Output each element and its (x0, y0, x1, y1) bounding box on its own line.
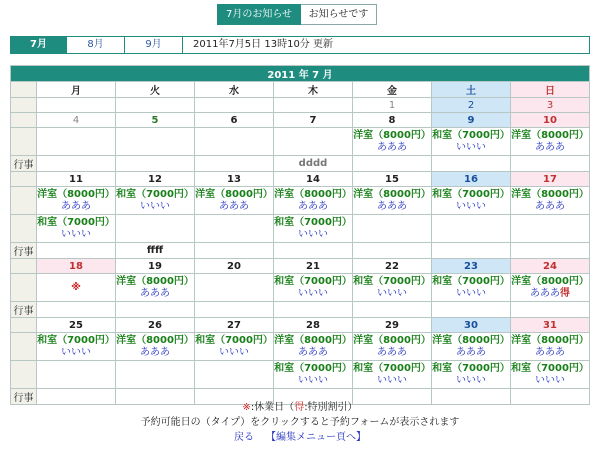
gyoji-cell (116, 302, 195, 318)
side-cell (11, 128, 37, 156)
date-cell: 4 (37, 113, 116, 128)
date-cell: 17 (511, 172, 590, 187)
event-cell (511, 274, 590, 302)
event-cell (353, 361, 432, 389)
event-cell (37, 333, 116, 361)
gyoji-cell (274, 302, 353, 318)
week-2-gyoji (11, 243, 590, 259)
week-3-dates (11, 259, 590, 274)
booking-link[interactable]: 洋室（8000円） あああ (195, 188, 273, 212)
gyoji-cell (353, 243, 432, 259)
gyoji-cell: ffff (116, 243, 195, 259)
booking-link[interactable]: 和室（7000円） いいい (432, 362, 510, 386)
gyoji-cell (195, 156, 274, 172)
gyoji-cell (432, 156, 511, 172)
gyoji-cell (274, 243, 353, 259)
week-4-events-1 (11, 333, 590, 361)
event-cell (353, 187, 432, 215)
date-cell: 29 (353, 318, 432, 333)
booking-link[interactable]: 洋室（8000円） あああ (511, 188, 589, 212)
event-cell (432, 215, 511, 243)
gyoji-label: 行事 (11, 389, 37, 405)
date-cell: 27 (195, 318, 274, 333)
event-cell (353, 215, 432, 243)
holiday-legend-mark: ※ (242, 402, 251, 413)
event-cell (116, 361, 195, 389)
date-cell: 5 (116, 113, 195, 128)
gyoji-cell (116, 156, 195, 172)
calendar-table (10, 65, 590, 405)
event-cell (274, 274, 353, 302)
side-cell (11, 259, 37, 274)
booking-link[interactable]: 和室（7000円） いいい (274, 216, 352, 240)
gyoji-cell (195, 243, 274, 259)
booking-link[interactable]: 和室（7000円） いいい (37, 216, 115, 240)
event-cell (511, 128, 590, 156)
side-cell (11, 215, 37, 243)
week-2-events-1 (11, 187, 590, 215)
week-1-dates (11, 113, 590, 128)
event-cell (432, 128, 511, 156)
date-cell (116, 98, 195, 113)
date-cell: 21 (274, 259, 353, 274)
weekday-mon: 月 (37, 82, 116, 98)
legend-text-2: :特別割引） (304, 402, 358, 413)
event-cell (353, 274, 432, 302)
event-cell (274, 187, 353, 215)
weekday-header-row (11, 82, 590, 98)
event-cell (116, 128, 195, 156)
booking-link[interactable]: 和室（7000円） いいい (37, 334, 115, 358)
booking-link[interactable]: 洋室（8000円） あああ (353, 188, 431, 212)
event-cell (274, 215, 353, 243)
event-cell (195, 274, 274, 302)
legend (0, 400, 600, 415)
event-cell (432, 333, 511, 361)
event-cell (37, 128, 116, 156)
booking-link[interactable]: 和室（7000円） いいい (353, 362, 431, 386)
notice-tabs (217, 4, 377, 25)
booking-link[interactable]: 洋室（8000円） あああ (116, 275, 194, 299)
side-cell (11, 333, 37, 361)
weekday-sun: 日 (511, 82, 590, 98)
event-cell (116, 274, 195, 302)
date-cell: 18 (37, 259, 116, 274)
event-cell (116, 187, 195, 215)
date-cell: 10 (511, 113, 590, 128)
month-nav (10, 36, 590, 54)
event-cell (116, 215, 195, 243)
month-current[interactable]: 7月 (11, 37, 67, 53)
gyoji-cell (37, 302, 116, 318)
date-cell: 11 (37, 172, 116, 187)
date-cell: 12 (116, 172, 195, 187)
booking-link[interactable]: 和室（7000円） いいい (432, 188, 510, 212)
gyoji-cell (432, 243, 511, 259)
side-cell (11, 98, 37, 113)
side-cell (11, 172, 37, 187)
calendar-title: 2011 年 7 月 (11, 66, 590, 82)
gyoji-cell (37, 156, 116, 172)
date-cell: 2 (432, 98, 511, 113)
date-cell: 1 (353, 98, 432, 113)
footer-links (0, 430, 600, 445)
week-2-dates (11, 172, 590, 187)
booking-link[interactable]: 洋室（8000円） あああ (37, 188, 115, 212)
event-cell (274, 128, 353, 156)
weekday-thu: 木 (274, 82, 353, 98)
event-cell (195, 128, 274, 156)
date-cell: 22 (353, 259, 432, 274)
event-cell (511, 333, 590, 361)
booking-link[interactable]: 洋室（8000円） あああ (511, 129, 589, 153)
booking-link[interactable]: 和室（7000円） いいい (195, 334, 273, 358)
gyoji-cell (511, 243, 590, 259)
footer (0, 400, 600, 445)
date-cell: 14 (274, 172, 353, 187)
updated-timestamp: 2011年7月5日 13時10分 更新 (193, 39, 333, 50)
month-august[interactable]: 8月 (67, 37, 125, 53)
date-cell: 9 (432, 113, 511, 128)
event-cell (274, 361, 353, 389)
week-2-events-2 (11, 215, 590, 243)
gyoji-cell: dddd (274, 156, 353, 172)
event-cell (195, 215, 274, 243)
holiday-mark: ※ (37, 274, 116, 302)
week-3-gyoji (11, 302, 590, 318)
gyoji-cell (432, 302, 511, 318)
event-cell (353, 333, 432, 361)
booking-link[interactable]: 洋室（8000円） あああ (353, 334, 431, 358)
event-cell (195, 187, 274, 215)
event-cell (353, 128, 432, 156)
event-cell (274, 333, 353, 361)
date-cell: 31 (511, 318, 590, 333)
side-cell (11, 274, 37, 302)
booking-link[interactable]: 洋室（8000円） あああ (274, 188, 352, 212)
weekday-tue: 火 (116, 82, 195, 98)
event-cell (432, 274, 511, 302)
date-cell: 16 (432, 172, 511, 187)
weekday-sat: 土 (432, 82, 511, 98)
date-cell: 8 (353, 113, 432, 128)
date-cell (274, 98, 353, 113)
date-cell: 25 (37, 318, 116, 333)
weekday-fri: 金 (353, 82, 432, 98)
event-cell (37, 215, 116, 243)
date-cell: 6 (195, 113, 274, 128)
month-september[interactable]: 9月 (125, 37, 183, 53)
week-0-dates (11, 98, 590, 113)
date-cell (195, 98, 274, 113)
gyoji-label: 行事 (11, 243, 37, 259)
event-cell (116, 333, 195, 361)
edit-menu-link[interactable]: 【編集メニュー頁へ】 (266, 432, 366, 443)
tab-july-notice[interactable]: 7月のお知らせ (217, 4, 301, 25)
gyoji-cell (353, 302, 432, 318)
booking-link[interactable]: 和室（7000円） いいい (353, 275, 431, 299)
week-1-events (11, 128, 590, 156)
week-4-dates (11, 318, 590, 333)
gyoji-cell (37, 243, 116, 259)
date-cell: 23 (432, 259, 511, 274)
back-link[interactable]: 戻る (234, 432, 254, 443)
event-cell (37, 361, 116, 389)
discount-legend-mark: 得 (294, 402, 305, 413)
date-cell: 7 (274, 113, 353, 128)
side-cell (11, 113, 37, 128)
date-cell (37, 98, 116, 113)
booking-link[interactable]: 洋室（8000円） あああ (353, 129, 431, 153)
booking-link[interactable]: 洋室（8000円） あああ (116, 334, 194, 358)
date-cell: 20 (195, 259, 274, 274)
side-cell (11, 82, 37, 98)
week-1-gyoji (11, 156, 590, 172)
booking-link[interactable]: 洋室（8000円） あああ (274, 334, 352, 358)
event-cell (432, 187, 511, 215)
side-cell (11, 318, 37, 333)
event-cell (511, 187, 590, 215)
tab-notice[interactable]: お知らせです (301, 4, 377, 25)
week-4-events-2 (11, 361, 590, 389)
date-cell: 24 (511, 259, 590, 274)
date-cell: 26 (116, 318, 195, 333)
booking-link[interactable]: 洋室（8000円） あああ (432, 334, 510, 358)
booking-link[interactable]: 和室（7000円） いいい (116, 188, 194, 212)
gyoji-cell (511, 302, 590, 318)
legend-text: :休業日（ (250, 402, 295, 413)
discount-mark: 得 (560, 287, 570, 299)
calendar-title-row (11, 66, 590, 82)
gyoji-cell (353, 156, 432, 172)
date-cell: 28 (274, 318, 353, 333)
weekday-wed: 水 (195, 82, 274, 98)
date-cell: 13 (195, 172, 274, 187)
gyoji-label: 行事 (11, 302, 37, 318)
gyoji-cell (511, 156, 590, 172)
event-cell (195, 333, 274, 361)
booking-link[interactable]: 和室（7000円） いいい (511, 362, 589, 386)
event-cell (511, 361, 590, 389)
event-cell (37, 187, 116, 215)
booking-link[interactable]: 和室（7000円） いいい (274, 362, 352, 386)
event-cell (511, 215, 590, 243)
date-cell: 3 (511, 98, 590, 113)
booking-link[interactable]: 和室（7000円） いいい (274, 275, 352, 299)
date-cell: 30 (432, 318, 511, 333)
gyoji-cell (195, 302, 274, 318)
event-cell (195, 361, 274, 389)
date-cell: 19 (116, 259, 195, 274)
booking-link[interactable]: 和室（7000円） いいい (432, 275, 510, 299)
instruction-text: 予約可能日の（タイプ）をクリックすると予約フォームが表示されます (140, 417, 460, 428)
date-cell: 15 (353, 172, 432, 187)
booking-link[interactable]: 洋室（8000円） あああ得 (511, 275, 589, 299)
booking-link[interactable]: 和室（7000円） いいい (432, 129, 510, 153)
event-cell (432, 361, 511, 389)
gyoji-label: 行事 (11, 156, 37, 172)
side-cell (11, 187, 37, 215)
booking-link[interactable]: 洋室（8000円） あああ (511, 334, 589, 358)
side-cell (11, 361, 37, 389)
week-3-events (11, 274, 590, 302)
